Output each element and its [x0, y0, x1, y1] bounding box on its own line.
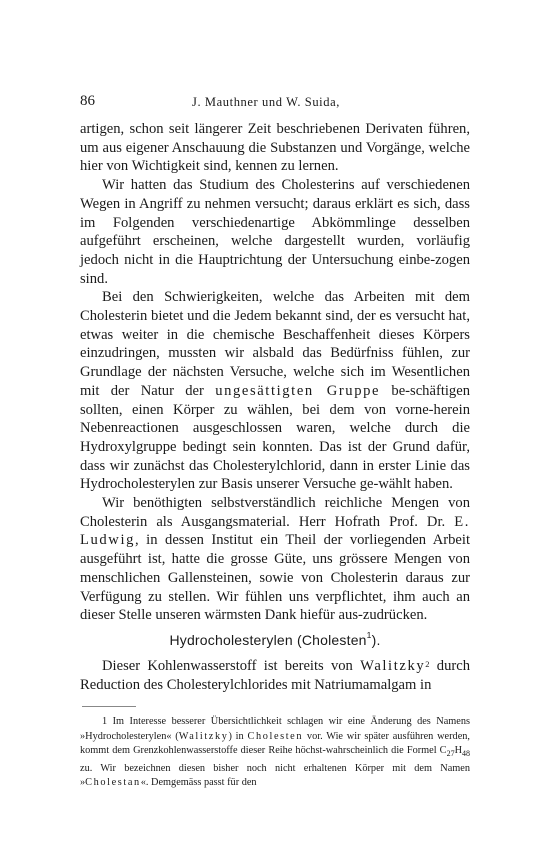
footnote-text-d: H: [454, 745, 462, 757]
paragraph-4: [80, 494, 470, 625]
paragraph-3-part-b: be-schäftigen sollten, einen Körper zu wählen, bei dem von vorne-herein Nebenreactionen ausgeschlossen waren, welche durch die Hydroxylgruppe bedingt sein konnten. Das ist der Grund dafür, dass wir zunächst das Cholesterylchlorid, dann in erster Linie das Hydrocholesterylen zur Basis unserer Versuche ge-wählt haben.: [80, 382, 470, 493]
paragraph-3: [80, 288, 470, 494]
emphasis-walitzky: Walitzky: [360, 658, 426, 674]
footnote-subscript-48: 48: [462, 749, 470, 759]
body-text: [80, 120, 470, 625]
paragraph-3-part-a: Bei den Schwierigkeiten, welche das Arbeiten mit dem Cholesterin bietet und die Jedem bekannt sind, der es versucht hat, etwas weiter in die chemische Beschaffenheit dieses Körpers einzudringen, mussten wir alsbald das Bedürfniss fühlen, zur Grundlage der nächsten Versuche, welche sich im Wesentlichen mit der Natur der: [80, 289, 470, 399]
footnote-text-e: zu. Wir bezeichnen diesen bisher noch nicht erhaltenen Körper mit dem Namen »: [80, 762, 470, 789]
paragraph-1: artigen, schon seit längerer Zeit beschriebenen Derivaten führen, um aus eigener Anschauung die Substanzen und Vorgänge, welche hier von Wichtigkeit sind, kennen zu lernen.: [80, 121, 470, 175]
section-paragraph: [80, 657, 470, 695]
section-heading-close: ).: [371, 632, 381, 648]
running-head: [80, 93, 470, 111]
footnote-subscript-27: 27: [446, 749, 455, 759]
footnote-paragraph: [80, 715, 470, 791]
emphasis-unsaturated-group: ungesättigten Gruppe: [215, 382, 381, 399]
section-text-part-b: durch Reduction des Cholesterylchlorides mit Natriumamalgam in: [80, 658, 470, 693]
section-text-footnote-mark: 2: [425, 659, 430, 669]
footnote-divider: [82, 706, 136, 707]
footnote-emphasis-cholesten: Cholesten: [247, 730, 304, 742]
footnote-text-b: ) in: [228, 730, 244, 742]
emphasis-ludwig: E. Ludwig: [80, 513, 470, 549]
section-heading-footnote-mark: 1: [366, 630, 372, 640]
section-heading: [80, 632, 470, 648]
section-text-part-a: Dieser Kohlenwasserstoff ist bereits von: [102, 658, 353, 674]
footnote: [80, 715, 470, 791]
page-number: 86: [80, 93, 95, 109]
footnote-emphasis-cholestan: Cholestan: [85, 777, 141, 789]
footnote-text-c: vor. Wie wir später ausführen werden, kommt dem Grenzkohlenwasserstoffe dieser Reihe höchst-wahrscheinlich die Formel C: [80, 730, 471, 757]
footnote-text-a: Im Interesse besserer Übersichtlichkeit schlagen wir eine Änderung des Namens »Hydrocholesterylen« (: [80, 716, 470, 742]
paragraph-2: Wir hatten das Studium des Cholesterins auf verschiedenen Wegen in Angriff zu nehmen versucht; daraus erklärt es sich, dass im Folgenden verschiedenartige Abkömmlinge desselben aufgeführt erscheinen, welche dargestellt wurden, vorläufig jedoch nicht in die Hauptrichtung der Untersuchung einbe-zogen sind.: [80, 177, 470, 287]
footnote-text-f: «. Demgemäss passt für den: [140, 777, 257, 789]
section-heading-text: Hydrocholesterylen (Cholesten: [169, 632, 367, 648]
section-text: [80, 657, 470, 695]
footnote-emphasis-walitzky: Walitzky: [178, 730, 229, 742]
paragraph-4-part-a: Wir benöthigten selbstverständlich reichliche Mengen von Cholesterin als Ausgangsmaterial. Herr Hofrath Prof. Dr.: [80, 495, 470, 530]
running-title: J. Mauthner und W. Suida,: [192, 95, 340, 109]
footnote-marker: 1: [102, 716, 108, 727]
paragraph-4-part-b: , in dessen Institut ein Theil der vorliegenden Arbeit ausgeführt ist, hatte die grosse Güte, uns grössere Mengen von menschlichen Gallensteinen, sowie von Cholesterin daraus zur Verfügung zu stellen. Wir fühlen uns verpflichtet, ihm auch an dieser Stelle unseren wärmsten Dank hiefür aus-zudrücken.: [80, 532, 470, 624]
